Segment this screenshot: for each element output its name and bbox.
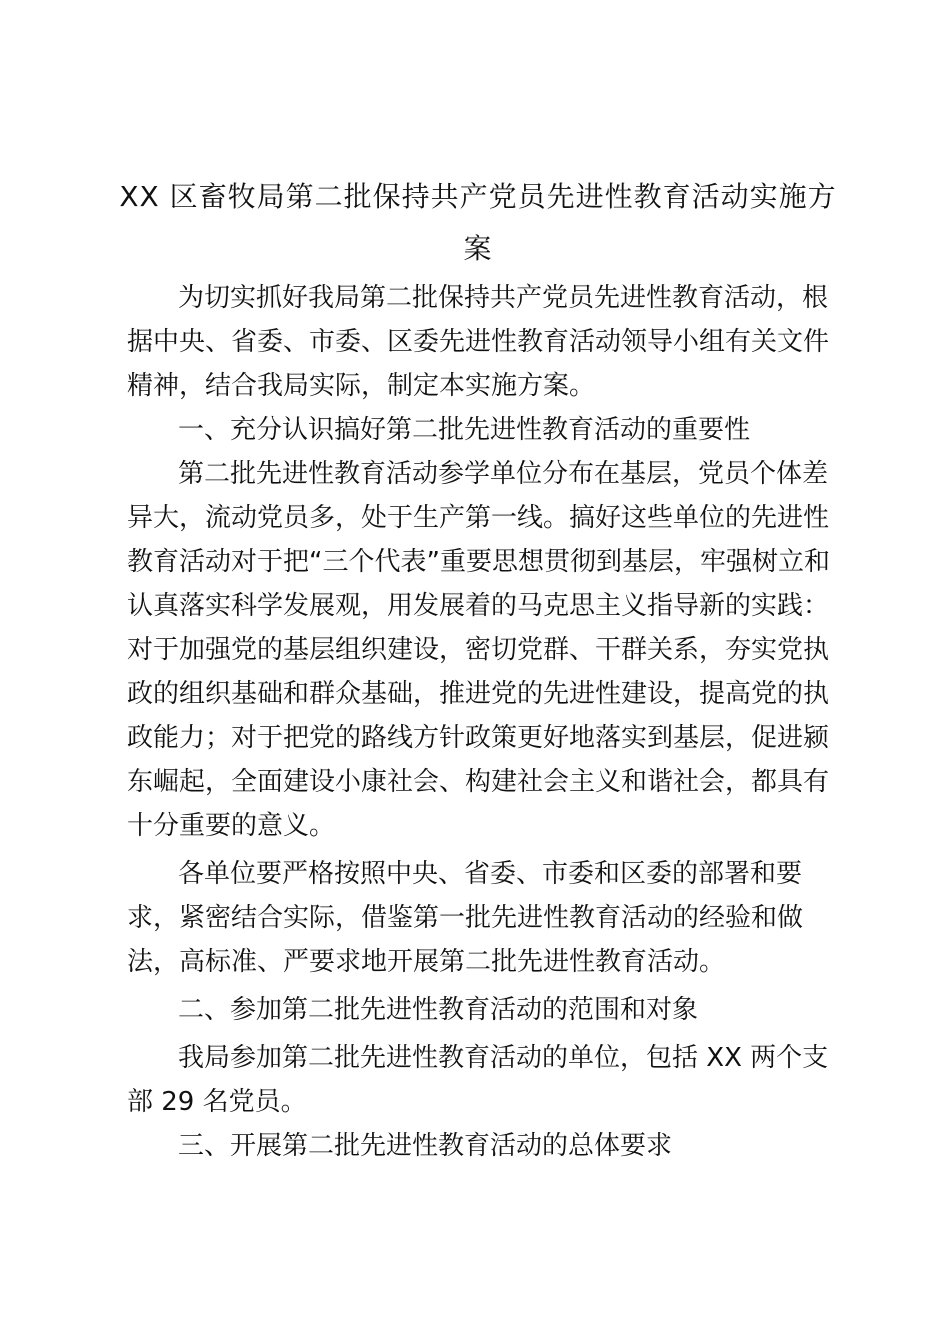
section-heading-3: 三、开展第二批先进性教育活动的总体要求 xyxy=(178,1131,673,1161)
section-heading-1: 一、充分认识搞好第二批先进性教育活动的重要性 xyxy=(178,415,751,445)
document-title-line-2: 案 xyxy=(463,232,493,265)
section-heading-2: 二、参加第二批先进性教育活动的范围和对象 xyxy=(178,995,699,1025)
paragraph-line: 据中央、省委、市委、区委先进性教育活动领导小组有关文件 xyxy=(127,327,830,357)
paragraph-line: 东崛起，全面建设小康社会、构建社会主义和谐社会，都具有 xyxy=(127,767,830,797)
paragraph-line: 法，高标准、严要求地开展第二批先进性教育活动。 xyxy=(127,947,726,977)
paragraph-line: 精神，结合我局实际，制定本实施方案。 xyxy=(127,371,596,401)
paragraph-line: 认真落实科学发展观，用发展着的马克思主义指导新的实践： xyxy=(127,591,830,621)
paragraph-line: 各单位要严格按照中央、省委、市委和区委的部署和要 xyxy=(178,859,803,889)
paragraph-line: 政的组织基础和群众基础，推进党的先进性建设，提高党的执 xyxy=(127,679,830,709)
paragraph-line: 为切实抓好我局第二批保持共产党员先进性教育活动，根 xyxy=(178,283,829,313)
paragraph-line: 对于加强党的基层组织建设，密切党群、干群关系，夯实党执 xyxy=(127,635,830,665)
paragraph-line: 政能力；对于把党的路线方针政策更好地落实到基层，促进颍 xyxy=(127,723,830,753)
paragraph-line: 第二批先进性教育活动参学单位分布在基层，党员个体差 xyxy=(178,459,829,489)
paragraph-line: 求，紧密结合实际，借鉴第一批先进性教育活动的经验和做 xyxy=(127,903,804,933)
paragraph-line: 十分重要的意义。 xyxy=(127,811,336,841)
paragraph-line: 我局参加第二批先进性教育活动的单位，包括 XX 两个支 xyxy=(178,1043,829,1073)
paragraph-line: 部 29 名党员。 xyxy=(127,1087,307,1117)
document-title-line-1: XX 区畜牧局第二批保持共产党员先进性教育活动实施方 xyxy=(119,180,837,213)
paragraph-line: 教育活动对于把“三个代表”重要思想贯彻到基层，牢强树立和 xyxy=(127,547,830,577)
paragraph-line: 异大，流动党员多，处于生产第一线。搞好这些单位的先进性 xyxy=(127,503,830,533)
